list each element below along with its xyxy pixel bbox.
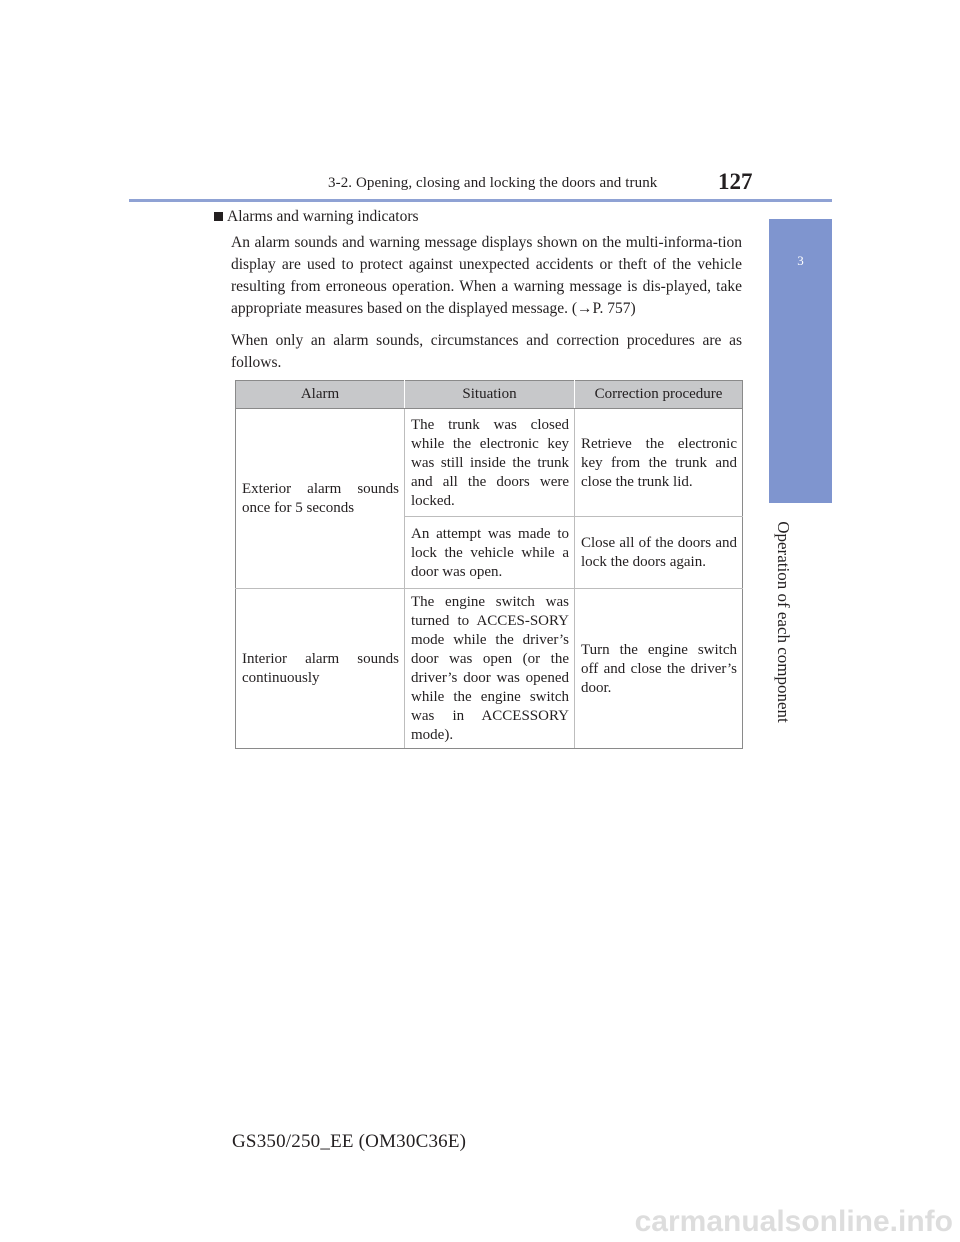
table-row xyxy=(236,409,743,517)
alarm-cell: Interior alarm sounds continuously xyxy=(236,589,405,749)
chapter-tab[interactable] xyxy=(769,219,832,503)
header-alarm: Alarm xyxy=(236,381,405,409)
model-code: GS350/250_EE (OM30C36E) xyxy=(232,1131,467,1152)
procedure-cell: Close all of the doors and lock the doors again. xyxy=(575,517,743,589)
header-divider xyxy=(129,199,832,202)
chapter-number: 3 xyxy=(797,253,804,268)
alarm-cell: Exterior alarm sounds once for 5 seconds xyxy=(236,409,405,589)
header-situation: Situation xyxy=(405,381,575,409)
alarm-table xyxy=(235,380,743,749)
situation-cell: An attempt was made to lock the vehicle while a door was open. xyxy=(405,517,575,589)
watermark: carmanualsonline.info xyxy=(634,1205,953,1238)
table-intro-paragraph: When only an alarm sounds, circumstances and correction procedures are as follows. xyxy=(231,332,742,371)
page-number: 127 xyxy=(718,169,753,194)
table-row xyxy=(236,589,743,749)
section-heading-text: Alarms and warning indicators xyxy=(227,208,419,225)
page-content xyxy=(216,207,742,384)
section-heading xyxy=(214,207,742,227)
header-correction-procedure: Correction procedure xyxy=(575,381,743,409)
situation-cell: The trunk was closed while the electronic key was still inside the trunk and all the doors were locked. xyxy=(405,409,575,517)
table-header-row xyxy=(236,381,743,409)
section-title: 3-2. Opening, closing and locking the doors and trunk xyxy=(328,175,658,191)
chapter-label xyxy=(763,521,803,723)
procedure-cell: Turn the engine switch off and close the driver’s door. xyxy=(575,589,743,749)
intro-paragraph: An alarm sounds and warning message displays shown on the multi-informa-tion display are used to protect against unexpected accidents or theft of the vehicle resulting from erroneous operation. When a warning message is dis-played, take appropriate measures based on the displayed message. (→P. 757) xyxy=(231,234,742,317)
square-bullet-icon xyxy=(214,212,223,221)
procedure-cell: Retrieve the electronic key from the trunk and close the trunk lid. xyxy=(575,409,743,517)
chapter-label-text: Operation of each component xyxy=(774,521,793,723)
situation-cell: The engine switch was turned to ACCES-SORY mode while the driver’s door was open (or the driver’s door was opened while the engine switch was in ACCESSORY mode). xyxy=(405,589,575,749)
